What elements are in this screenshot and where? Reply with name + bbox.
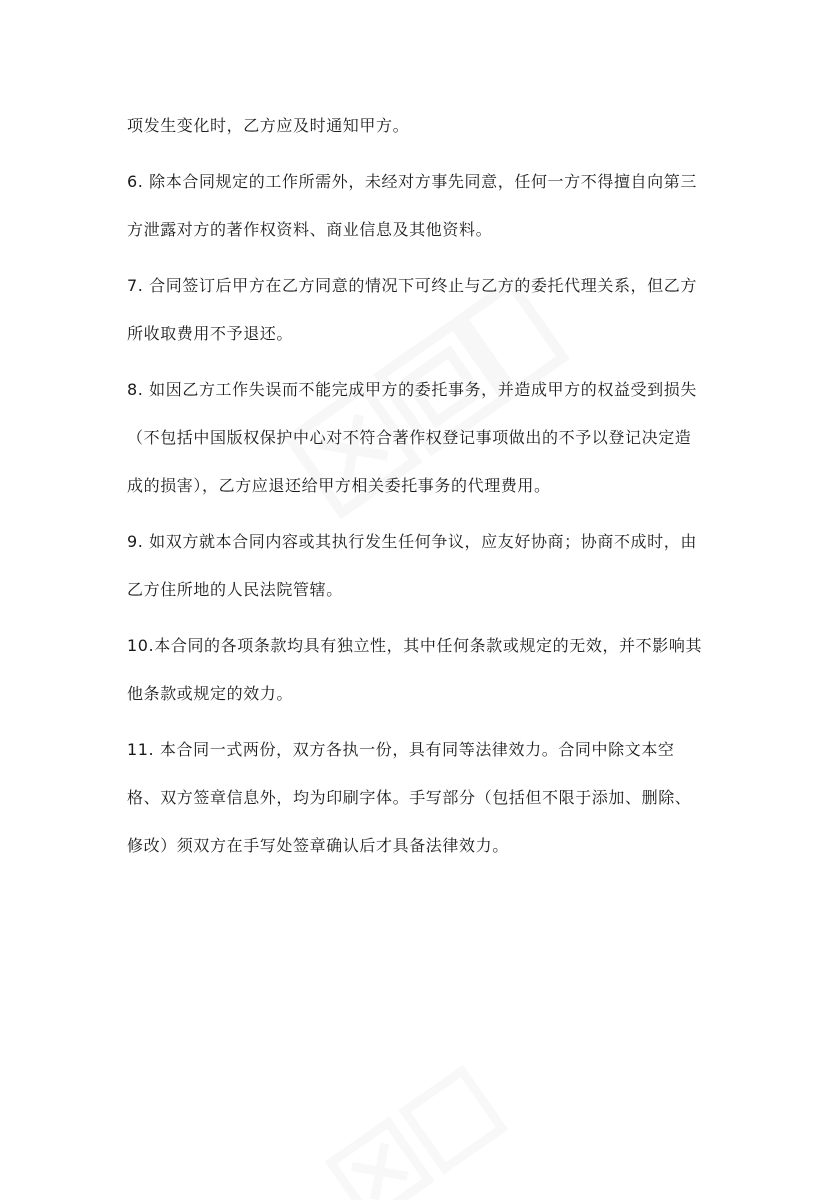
text-line: 格、双方签章信息外，均为印刷字体。手写部分（包括但不限于添加、删除、	[127, 788, 692, 807]
text-line: 方泄露对方的著作权资料、商业信息及其他资料。	[127, 220, 493, 239]
clause-9	[127, 518, 717, 614]
text-line: 成的损害），乙方应退还给甲方相关委托事务的代理费用。	[127, 476, 551, 495]
clause-10	[127, 622, 717, 718]
text-line: 6. 除本合同规定的工作所需外，未经对方事先同意，任何一方不得擅自向第三	[127, 172, 697, 191]
watermark-logo-bottom	[300, 1060, 560, 1200]
text-line: 11. 本合同一式两份，双方各执一份，具有同等法律效力。合同中除文本空	[127, 740, 675, 759]
text-line: 8. 如因乙方工作失误而不能完成甲方的委托事务，并造成甲方的权益受到损失	[127, 380, 697, 399]
text-line: 修改）须双方在手写处签章确认后才具备法律效力。	[127, 836, 509, 855]
paragraph-continuation	[127, 102, 717, 150]
text-line: 他条款或规定的效力。	[127, 684, 294, 703]
text-line: 项发生变化时，乙方应及时通知甲方。	[127, 116, 410, 135]
text-line: 9. 如双方就本合同内容或其执行发生任何争议，应友好协商；协商不成时，由	[127, 532, 697, 551]
text-line: 所收取费用不予退还。	[127, 324, 294, 343]
text-line: 10.本合同的各项条款均具有独立性，其中任何条款或规定的无效，并不影响其	[127, 636, 703, 655]
document-body	[127, 102, 717, 878]
clause-7	[127, 262, 717, 358]
text-line: 乙方住所地的人民法院管辖。	[127, 580, 343, 599]
text-line: （不包括中国版权保护中心对不符合著作权登记事项做出的不予以登记决定造	[127, 428, 692, 447]
clause-8	[127, 366, 717, 510]
clause-6	[127, 158, 717, 254]
clause-11	[127, 726, 717, 870]
text-line: 7. 合同签订后甲方在乙方同意的情况下可终止与乙方的委托代理关系，但乙方	[127, 276, 697, 295]
